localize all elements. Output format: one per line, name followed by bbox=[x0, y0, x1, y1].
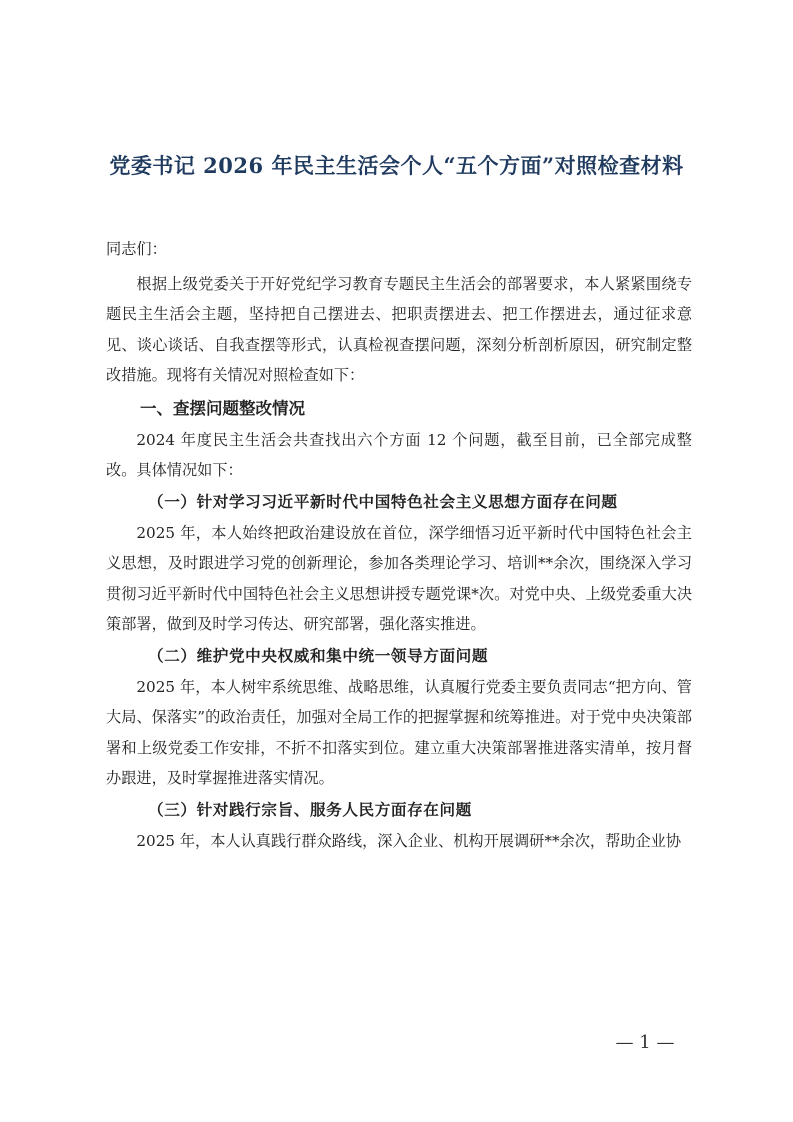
section-heading-1: 一、查摆问题整改情况 bbox=[140, 398, 305, 418]
subsection-1-body: 2025 年，本人始终把政治建设放在首位，深学细悟习近平新时代中国特色社会主义思想，及时跟进学习党的创新理论，参加各类理论学习、培训**余次，围绕深入学习贯彻习近平新时代中国特色社会主义思想讲授专题党课*次。对党中央、上级党委重大决策部署，做到及时学习传达、研究部署，强化落实推进。 bbox=[106, 523, 692, 633]
intro-paragraph: 根据上级党委关于开好党纪学习教育专题民主生活会的部署要求，本人紧紧围绕专题民主生活会主题，坚持把自己摆进去、把职责摆进去、把工作摆进去，通过征求意见、谈心谈话、自我查摆等形式，认真检视查摆问题，深刻分析剖析原因，研究制定整改措施。现将有关情况对照检查如下： bbox=[106, 274, 692, 384]
subsection-3-body: 2025 年，本人认真践行群众路线，深入企业、机构开展调研**余次，帮助企业协 bbox=[136, 831, 682, 850]
subsection-heading-2: （二）维护党中央权威和集中统一领导方面问题 bbox=[148, 645, 489, 665]
document-title: 党委书记 2026 年民主生活会个人“五个方面”对照检查材料 bbox=[109, 153, 684, 178]
section-1-summary: 2024 年度民主生活会共查找出六个方面 12 个问题，截至目前，已全部完成整改。具体情况如下： bbox=[106, 430, 692, 479]
subsection-heading-3: （三）针对践行宗旨、服务人民方面存在问题 bbox=[148, 799, 472, 819]
subsection-heading-1: （一）针对学习习近平新时代中国特色社会主义思想方面存在问题 bbox=[148, 491, 618, 511]
page-number: — 1 — bbox=[615, 1032, 675, 1053]
salutation: 同志们： bbox=[106, 240, 167, 258]
document-body bbox=[106, 234, 692, 856]
subsection-2-body: 2025 年，本人树牢系统思维、战略思维，认真履行党委主要负责同志“把方向、管大局、保落实”的政治责任，加强对全局工作的把握掌握和统筹推进。对于党中央决策部署和上级党委工作安排，不折不扣落实到位。建立重大决策部署推进落实清单，按月督办跟进，及时掌握推进落实情况。 bbox=[106, 677, 692, 787]
